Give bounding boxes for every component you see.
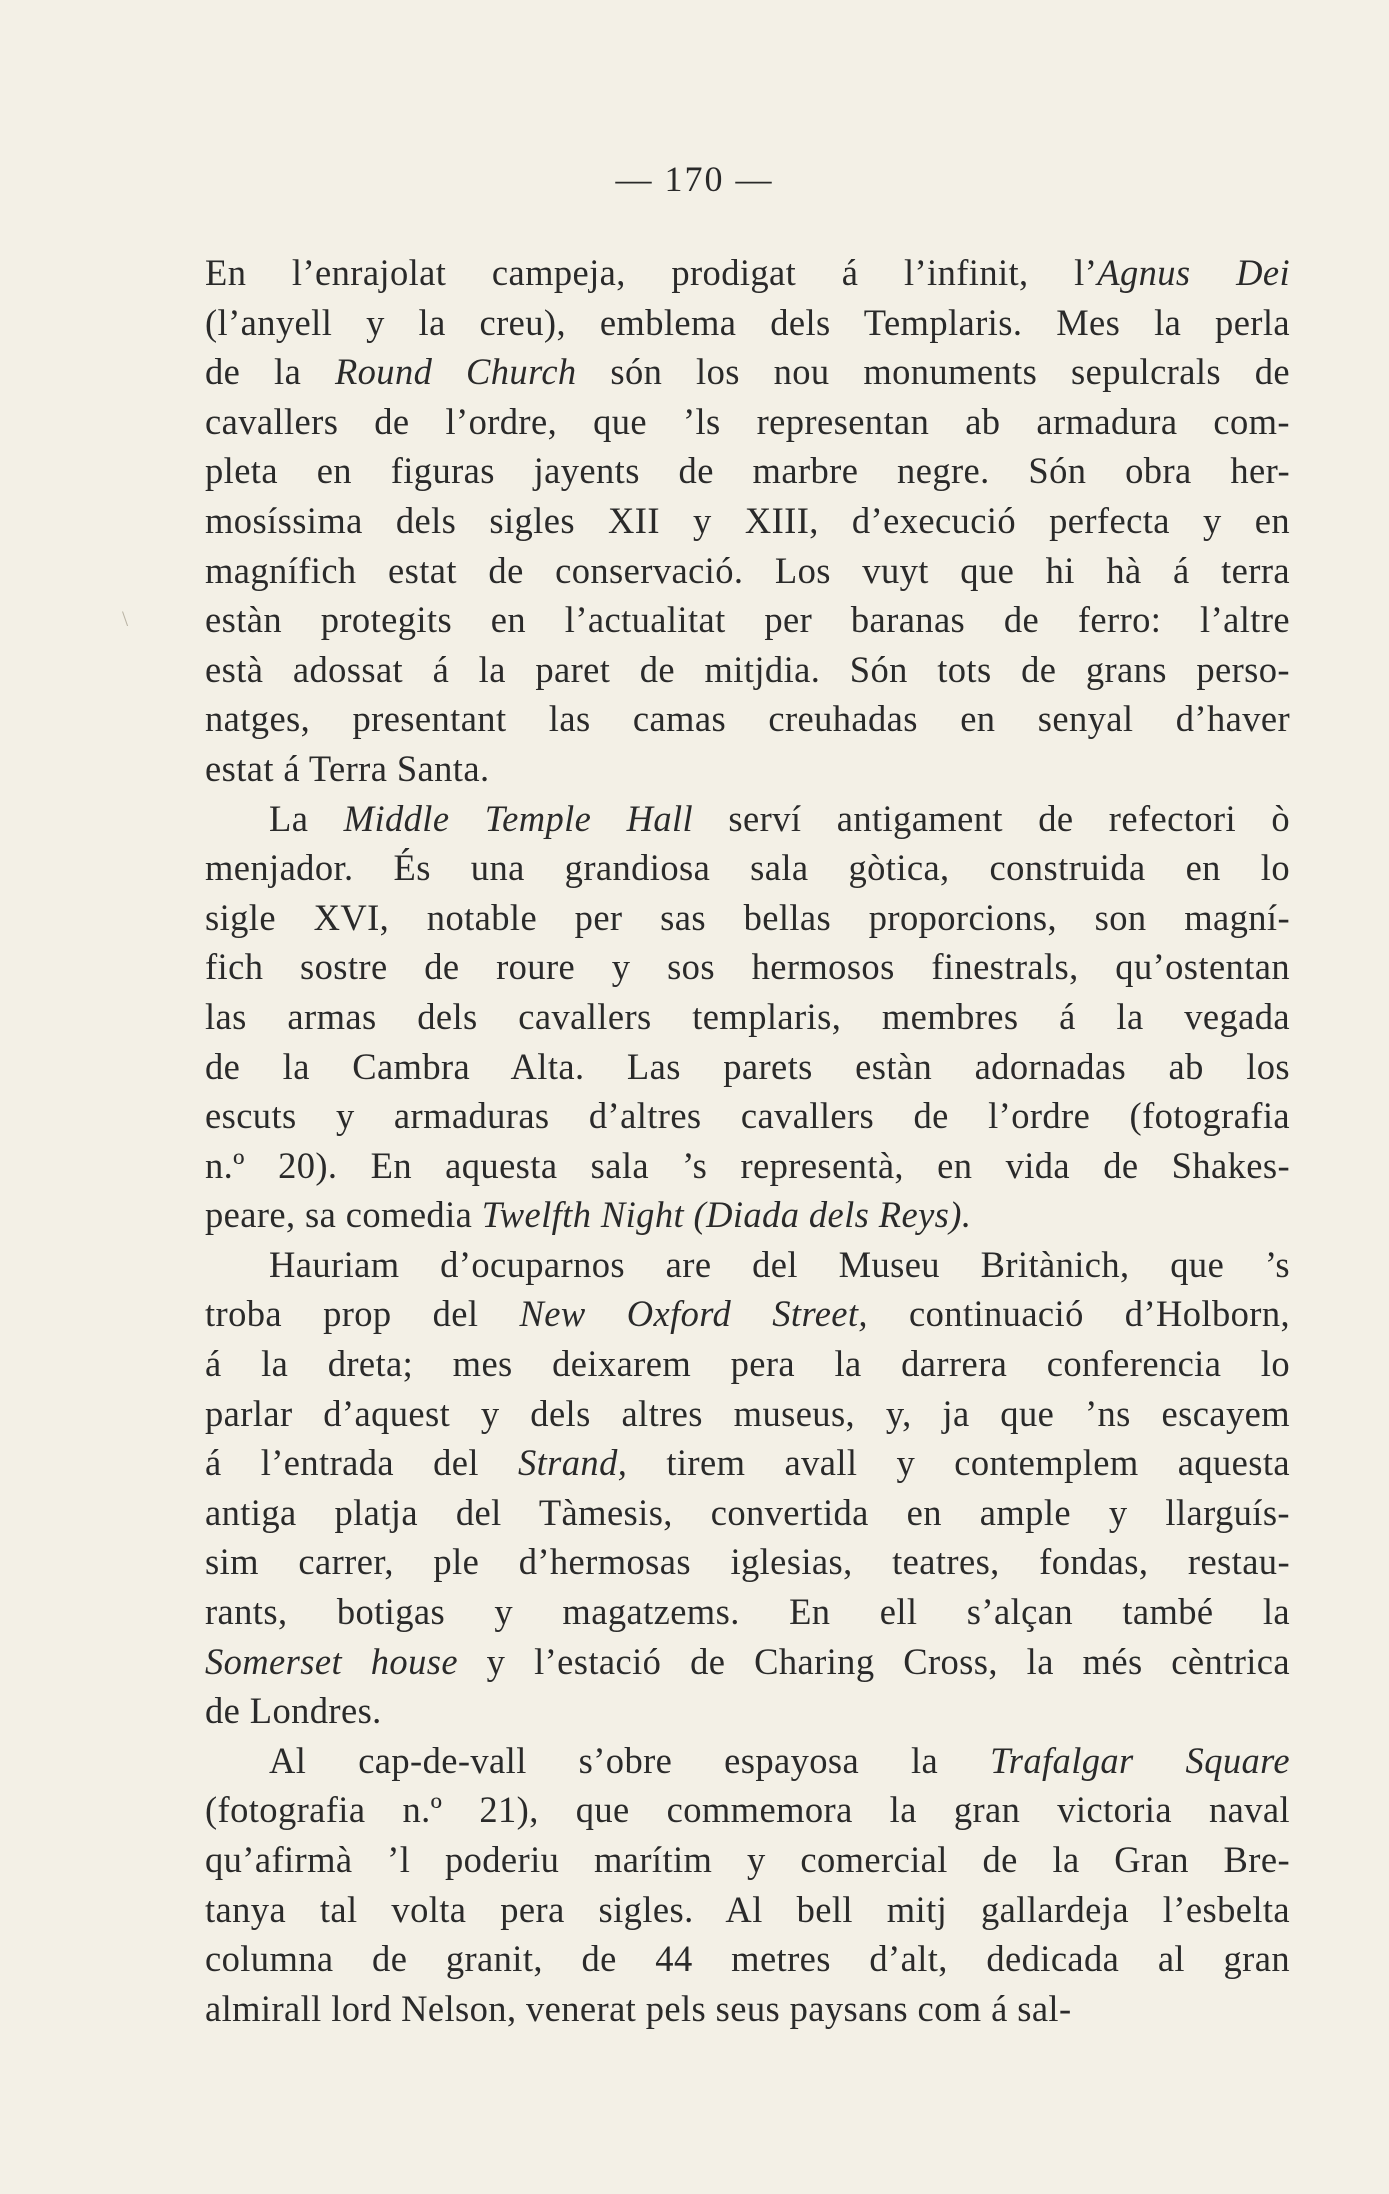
text-run: mosíssima dels sigles XII y XIII, d’execució perfecta y en — [205, 499, 1290, 541]
text-line — [205, 298, 1290, 348]
text-run: continuació d’Holborn, — [867, 1293, 1290, 1335]
text-run: cavallers de l’ordre, que ’ls representan ab armadura com- — [205, 400, 1290, 442]
text-line — [205, 1686, 1290, 1736]
text-line — [205, 1289, 1290, 1339]
italic-text: Strand, — [517, 1442, 628, 1484]
text-run: de Londres. — [205, 1690, 382, 1732]
text-line — [205, 347, 1290, 397]
page-number: — 170 — — [615, 159, 774, 199]
text-line — [205, 496, 1290, 546]
text-run: fich sostre de roure y sos hermosos finestrals, qu’ostentan — [205, 946, 1290, 988]
text-line — [205, 1438, 1290, 1488]
text-run: tirem avall y contemplem aquesta — [627, 1442, 1290, 1484]
text-run: á la dreta; mes deixarem pera la darrera conferencia lo — [205, 1343, 1290, 1385]
text-line — [205, 1587, 1290, 1637]
text-line — [205, 595, 1290, 645]
text-line — [205, 1488, 1290, 1538]
text-line — [205, 446, 1290, 496]
text-run: estat á Terra Santa. — [205, 747, 490, 789]
text-line — [205, 744, 1290, 794]
italic-text: Middle Temple Hall — [343, 797, 694, 839]
text-run: á l’entrada del — [205, 1442, 518, 1484]
text-run: En l’enrajolat campeja, prodigat á l’infinit, l’ — [205, 252, 1098, 293]
paragraph — [205, 248, 1290, 794]
text-line — [205, 1389, 1290, 1439]
italic-text: Agnus Dei — [1097, 252, 1290, 293]
text-run: escuts y armaduras d’altres cavallers de l’ordre (fotografia — [205, 1095, 1290, 1137]
text-line — [205, 1637, 1290, 1687]
italic-text: Twelfth Night (Diada dels Reys). — [481, 1194, 972, 1236]
text-run: estàn protegits en l’actualitat per baranas de ferro: l’altre — [205, 599, 1290, 641]
text-line — [205, 694, 1290, 744]
text-line — [205, 1537, 1290, 1587]
text-line — [205, 1190, 1290, 1240]
text-line — [205, 992, 1290, 1042]
text-line — [205, 645, 1290, 695]
italic-text: New Oxford Street, — [519, 1293, 868, 1335]
text-run: Al cap-de-vall s’obre espayosa la — [269, 1739, 991, 1781]
text-run: rants, botigas y magatzems. En ell s’alçan també la — [205, 1591, 1290, 1633]
italic-text: Round Church — [334, 351, 577, 393]
text-run: pleta en figuras jayents de marbre negre. Són obra her- — [205, 450, 1290, 492]
paragraph — [205, 794, 1290, 1240]
text-line — [205, 1885, 1290, 1935]
text-run: està adossat á la paret de mitjdia. Són tots de grans perso- — [205, 648, 1290, 690]
text-line — [205, 942, 1290, 992]
text-line — [205, 1736, 1290, 1786]
text-run: columna de granit, de 44 metres d’alt, dedicada al gran — [205, 1938, 1290, 1980]
paragraph — [205, 1240, 1290, 1736]
text-line — [205, 1042, 1290, 1092]
text-line — [205, 546, 1290, 596]
text-run: sigle XVI, notable per sas bellas proporcions, son magní- — [205, 896, 1290, 938]
text-line — [205, 843, 1290, 893]
text-run: (fotografia n.º 21), que commemora la gran victoria naval — [205, 1789, 1290, 1831]
text-run: són los nou monuments sepulcrals de — [576, 351, 1290, 393]
text-run: y l’estació de Charing Cross, la més cèntrica — [457, 1640, 1290, 1682]
italic-text: Somerset house — [205, 1640, 458, 1682]
italic-text: Trafalgar Square — [990, 1739, 1290, 1781]
text-line — [205, 397, 1290, 447]
text-run: almirall lord Nelson, venerat pels seus paysans com á sal- — [205, 1987, 1072, 2029]
text-run: n.º 20). En aquesta sala ’s representà, en vida de Shakes- — [205, 1144, 1290, 1186]
text-line — [205, 1141, 1290, 1191]
text-run: menjador. És una grandiosa sala gòtica, construida en lo — [205, 847, 1290, 889]
text-run: natges, presentant las camas creuhadas en senyal d’haver — [205, 698, 1290, 740]
text-line — [205, 248, 1290, 298]
text-run: tanya tal volta pera sigles. Al bell mitj gallardeja l’esbelta — [205, 1888, 1290, 1930]
text-line — [205, 1339, 1290, 1389]
text-line — [205, 794, 1290, 844]
text-run: serví antigament de refectori ò — [693, 797, 1290, 839]
text-line — [205, 1934, 1290, 1984]
text-run: antiga platja del Tàmesis, convertida en ample y llarguís- — [205, 1491, 1290, 1533]
text-line — [205, 1984, 1290, 2034]
text-line — [205, 1835, 1290, 1885]
paragraph — [205, 1736, 1290, 2034]
text-line — [205, 893, 1290, 943]
text-run: de la — [205, 351, 335, 393]
text-run: las armas dels cavallers templaris, membres á la vegada — [205, 995, 1290, 1037]
text-run: parlar d’aquest y dels altres museus, y, ja que ’ns escayem — [205, 1392, 1290, 1434]
text-line — [205, 1240, 1290, 1290]
body-text — [205, 248, 1290, 2033]
text-run: peare, sa comedia — [205, 1194, 482, 1236]
margin-mark: \ — [122, 606, 129, 631]
text-run: sim carrer, ple d’hermosas iglesias, teatres, fondas, restau- — [205, 1541, 1290, 1583]
text-run: magnífich estat de conservació. Los vuyt que hi hà á terra — [205, 549, 1290, 591]
text-line — [205, 1091, 1290, 1141]
text-run: troba prop del — [205, 1293, 520, 1335]
text-line — [205, 1785, 1290, 1835]
text-run: qu’afirmà ’l poderiu marítim y comercial de la Gran Bre- — [205, 1839, 1290, 1880]
text-run: La — [269, 797, 344, 839]
text-run: (l’anyell y la creu), emblema dels Templaris. Mes la perla — [205, 301, 1290, 343]
text-run: de la Cambra Alta. Las parets estàn adornadas ab los — [205, 1045, 1290, 1087]
text-run: Hauriam d’ocuparnos are del Museu Britànich, que ’s — [269, 1243, 1290, 1285]
